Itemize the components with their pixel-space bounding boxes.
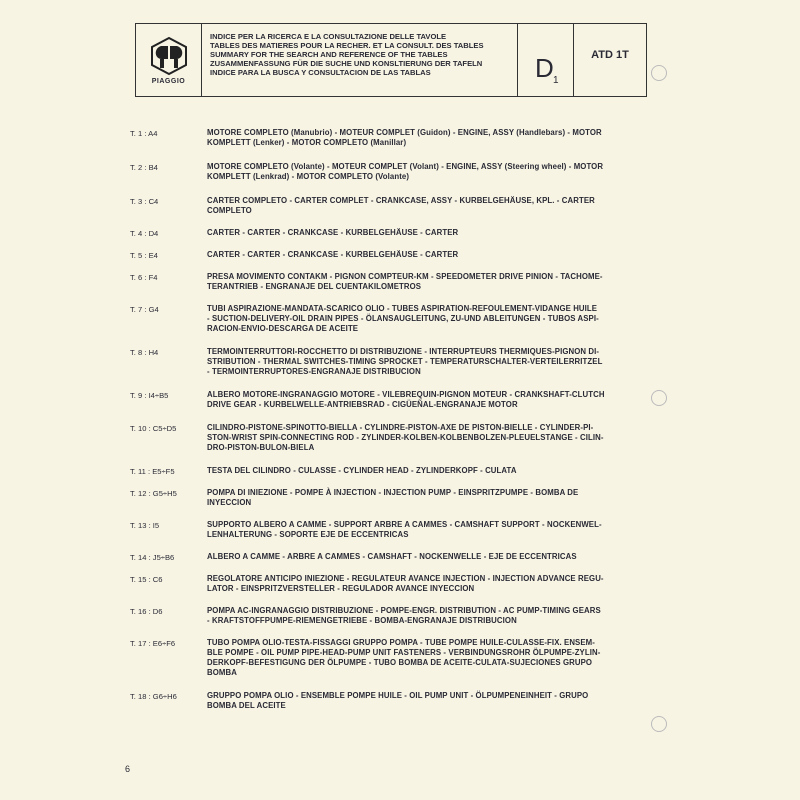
- table-ref: T. 14 : J5÷B6: [130, 553, 175, 562]
- table-ref: T. 6 : F4: [130, 273, 158, 282]
- table-description: [207, 488, 645, 508]
- section-subscript: 1: [553, 75, 559, 86]
- table-entry: [130, 347, 645, 377]
- description-line: INYECCION: [207, 498, 252, 507]
- logo-cell: [136, 24, 202, 96]
- description-line: STON-WRIST SPIN-CONNECTING ROD - ZYLINDER-KOLBEN-KOLBENBOLZEN-PLEUELSTANGE - CILIN-: [207, 433, 604, 442]
- title-line-en: SUMMARY FOR THE SEARCH AND REFERENCE OF THE TABLES: [210, 50, 448, 59]
- table-ref: T. 8 : H4: [130, 348, 159, 357]
- description-line: TUBO POMPA OLIO-TESTA-FISSAGGI GRUPPO POMPA - TUBE POMPE HUILE-CULASSE-FIX. ENSEM-: [207, 638, 595, 647]
- title-line-de: ZUSAMMENFASSUNG FÜR DIE SUCHE UND KONSLTIERUNG DER TAFELN: [210, 59, 483, 68]
- table-entry: [130, 488, 645, 508]
- table-description: [207, 250, 645, 260]
- table-description: [207, 606, 645, 626]
- description-line: ALBERO A CAMME - ARBRE A CAMMES - CAMSHAFT - NOCKENWELLE - EJE DE ECCENTRICAS: [207, 552, 577, 561]
- table-description: [207, 390, 645, 410]
- description-line: - TERMOINTERRUPTORES-ENGRANAJE DISTRIBUCION: [207, 367, 421, 376]
- table-entry: [130, 128, 645, 148]
- table-entry: [130, 423, 645, 453]
- description-line: TERANTRIEB - ENGRANAJE DEL CUENTAKILOMETROS: [207, 282, 422, 291]
- description-line: TERMOINTERRUTTORI-ROCCHETTO DI DISTRIBUZIONE - INTERRUPTEURS THERMIQUES-PIGNON DI-: [207, 347, 600, 356]
- description-line: POMPA AC-INGRANAGGIO DISTRIBUZIONE - POMPE-ENGR. DISTRIBUTION - AC PUMP-TIMING GEARS: [207, 606, 601, 615]
- table-description: [207, 520, 645, 540]
- table-ref: T. 11 : E5÷F5: [130, 467, 175, 476]
- table-description: [207, 228, 645, 238]
- table-entry: [130, 390, 645, 410]
- table-description: [207, 423, 645, 453]
- description-line: DRO-PISTON-BULON-BIELA: [207, 443, 315, 452]
- table-ref: T. 1 : A4: [130, 129, 158, 138]
- table-entry: [130, 520, 645, 540]
- table-ref: T. 18 : G6÷H6: [130, 692, 177, 701]
- table-entry: [130, 272, 645, 292]
- table-ref: T. 9 : I4÷B5: [130, 391, 169, 400]
- description-line: SUPPORTO ALBERO A CAMME - SUPPORT ARBRE A CAMMES - CAMSHAFT SUPPORT - NOCKENWEL-: [207, 520, 602, 529]
- model-name: ATD 1T: [591, 49, 629, 61]
- description-line: MOTORE COMPLETO (Volante) - MOTEUR COMPLET (Volant) - ENGINE, ASSY (Steering wheel) - MOTOR: [207, 162, 604, 171]
- table-entry: [130, 691, 645, 711]
- table-entry: [130, 304, 645, 334]
- description-line: TESTA DEL CILINDRO - CULASSE - CYLINDER HEAD - ZYLINDERKOPF - CULATA: [207, 466, 517, 475]
- table-description: [207, 552, 645, 562]
- description-line: GRUPPO POMPA OLIO - ENSEMBLE POMPE HUILE - OIL PUMP UNIT - ÖLPUMPENEINHEIT - GRUPO: [207, 691, 589, 700]
- description-line: KOMPLETT (Lenkrad) - MOTOR COMPLETO (Volante): [207, 172, 410, 181]
- table-ref: T. 7 : G4: [130, 305, 159, 314]
- description-line: REGOLATORE ANTICIPO INIEZIONE - REGULATEUR AVANCE INJECTION - INJECTION ADVANCE REGU-: [207, 574, 604, 583]
- table-description: [207, 272, 645, 292]
- table-ref: T. 12 : G5÷H5: [130, 489, 177, 498]
- description-line: PRESA MOVIMENTO CONTAKM - PIGNON COMPTEUR-KM - SPEEDOMETER DRIVE PINION - TACHOME-: [207, 272, 603, 281]
- table-entry: [130, 606, 645, 626]
- piaggio-logo-icon: [149, 36, 189, 76]
- table-entry: [130, 228, 645, 238]
- table-entry: [130, 250, 645, 260]
- description-line: COMPLETO: [207, 206, 252, 215]
- description-line: BOMBA: [207, 668, 237, 677]
- index-titles: [202, 24, 518, 96]
- index-header: [135, 23, 647, 97]
- description-line: DRIVE GEAR - KURBELWELLE-ANTRIEBSRAD - CIGÜEÑAL-ENGRANAJE MOTOR: [207, 400, 518, 409]
- page-number: 6: [125, 764, 131, 774]
- table-ref: T. 17 : E6÷F6: [130, 639, 176, 648]
- table-entry: [130, 162, 645, 182]
- brand-name: PIAGGIO: [151, 77, 186, 85]
- description-line: BOMBA DEL ACEITE: [207, 701, 286, 710]
- description-line: ALBERO MOTORE-INGRANAGGIO MOTORE - VILEBREQUIN-PIGNON MOTEUR - CRANKSHAFT-CLUTCH: [207, 390, 605, 399]
- table-description: [207, 196, 645, 216]
- description-line: POMPA DI INIEZIONE - POMPE À INJECTION - INJECTION PUMP - EINSPRITZPUMPE - BOMBA DE: [207, 488, 579, 497]
- description-line: - KRAFTSTOFFPUMPE-RIEMENGETRIEBE - BOMBA-ENGRANAJE DISTRIBUCION: [207, 616, 517, 625]
- binder-hole: [651, 390, 667, 406]
- table-description: [207, 691, 645, 711]
- binder-hole: [651, 716, 667, 732]
- table-description: [207, 347, 645, 377]
- table-entry: [130, 196, 645, 216]
- table-description: [207, 638, 645, 678]
- table-description: [207, 128, 645, 148]
- description-line: LENHALTERUNG - SOPORTE EJE DE ECCENTRICAS: [207, 530, 409, 539]
- section-code: [518, 24, 574, 96]
- title-line-it: INDICE PER LA RICERCA E LA CONSULTAZIONE DELLE TAVOLE: [210, 32, 447, 41]
- table-entry: [130, 574, 645, 594]
- table-ref: T. 13 : I5: [130, 521, 160, 530]
- table-ref: T. 10 : C5÷D5: [130, 424, 177, 433]
- table-description: [207, 304, 645, 334]
- description-line: CILINDRO-PISTONE-SPINOTTO-BIELLA - CYLINDRE-PISTON-AXE DE PISTON-BIELLE - CYLINDER-PI-: [207, 423, 594, 432]
- table-entry: [130, 552, 645, 562]
- table-description: [207, 574, 645, 594]
- description-line: CARTER - CARTER - CRANKCASE - KURBELGEHÄUSE - CARTER: [207, 228, 459, 237]
- table-entry: [130, 638, 645, 678]
- table-index-list: [130, 128, 645, 711]
- description-line: STRIBUTION - THERMAL SWITCHES-TIMING SPROCKET - TEMPERATURSCHALTER-VERTEILERRITZEL: [207, 357, 603, 366]
- table-ref: T. 16 : D6: [130, 607, 163, 616]
- table-description: [207, 162, 645, 182]
- description-line: - SUCTION-DELIVERY-OIL DRAIN PIPES - ÖLANSAUGLEITUNG, ZU-UND ABLEITUNGEN - TUBOS ASPI-: [207, 314, 599, 323]
- description-line: TUBI ASPIRAZIONE-MANDATA-SCARICO OLIO - TUBES ASPIRATION-REFOULEMENT-VIDANGE HUILE: [207, 304, 598, 313]
- description-line: MOTORE COMPLETO (Manubrio) - MOTEUR COMPLET (Guidon) - ENGINE, ASSY (Handlebars) - MOTOR: [207, 128, 602, 137]
- table-ref: T. 5 : E4: [130, 251, 158, 260]
- title-line-fr: TABLES DES MATIERES POUR LA RECHER. ET LA CONSULT. DES TABLES: [210, 41, 484, 50]
- table-ref: T. 4 : D4: [130, 229, 159, 238]
- description-line: KOMPLETT (Lenker) - MOTOR COMPLETO (Manillar): [207, 138, 407, 147]
- table-ref: T. 15 : C6: [130, 575, 163, 584]
- table-ref: T. 2 : B4: [130, 163, 158, 172]
- description-line: RACION-ENVIO-DESCARGA DE ACEITE: [207, 324, 359, 333]
- title-line-es: INDICE PARA LA BUSCA Y CONSULTACION DE LAS TABLAS: [210, 68, 431, 77]
- section-letter: D: [535, 53, 554, 83]
- table-ref: T. 3 : C4: [130, 197, 159, 206]
- table-entry: [130, 466, 645, 476]
- description-line: CARTER - CARTER - CRANKCASE - KURBELGEHÄUSE - CARTER: [207, 250, 459, 259]
- table-description: [207, 466, 645, 476]
- description-line: CARTER COMPLETO - CARTER COMPLET - CRANKCASE, ASSY - KURBELGEHÄUSE, KPL. - CARTER: [207, 196, 595, 205]
- description-line: DERKOPF-BEFESTIGUNG DER ÖLPUMPE - TUBO BOMBA DE ACEITE-CULATA-SUJECIONES GRUPO: [207, 658, 593, 667]
- description-line: LATOR - EINSPRITZVERSTELLER - REGULADOR AVANCE INYECCION: [207, 584, 475, 593]
- binder-hole: [651, 65, 667, 81]
- description-line: BLE POMPE - OIL PUMP PIPE-HEAD-PUMP UNIT FASTENERS - VERBINDUNGSROHR ÖLPUMPE-ZYLIN-: [207, 648, 601, 657]
